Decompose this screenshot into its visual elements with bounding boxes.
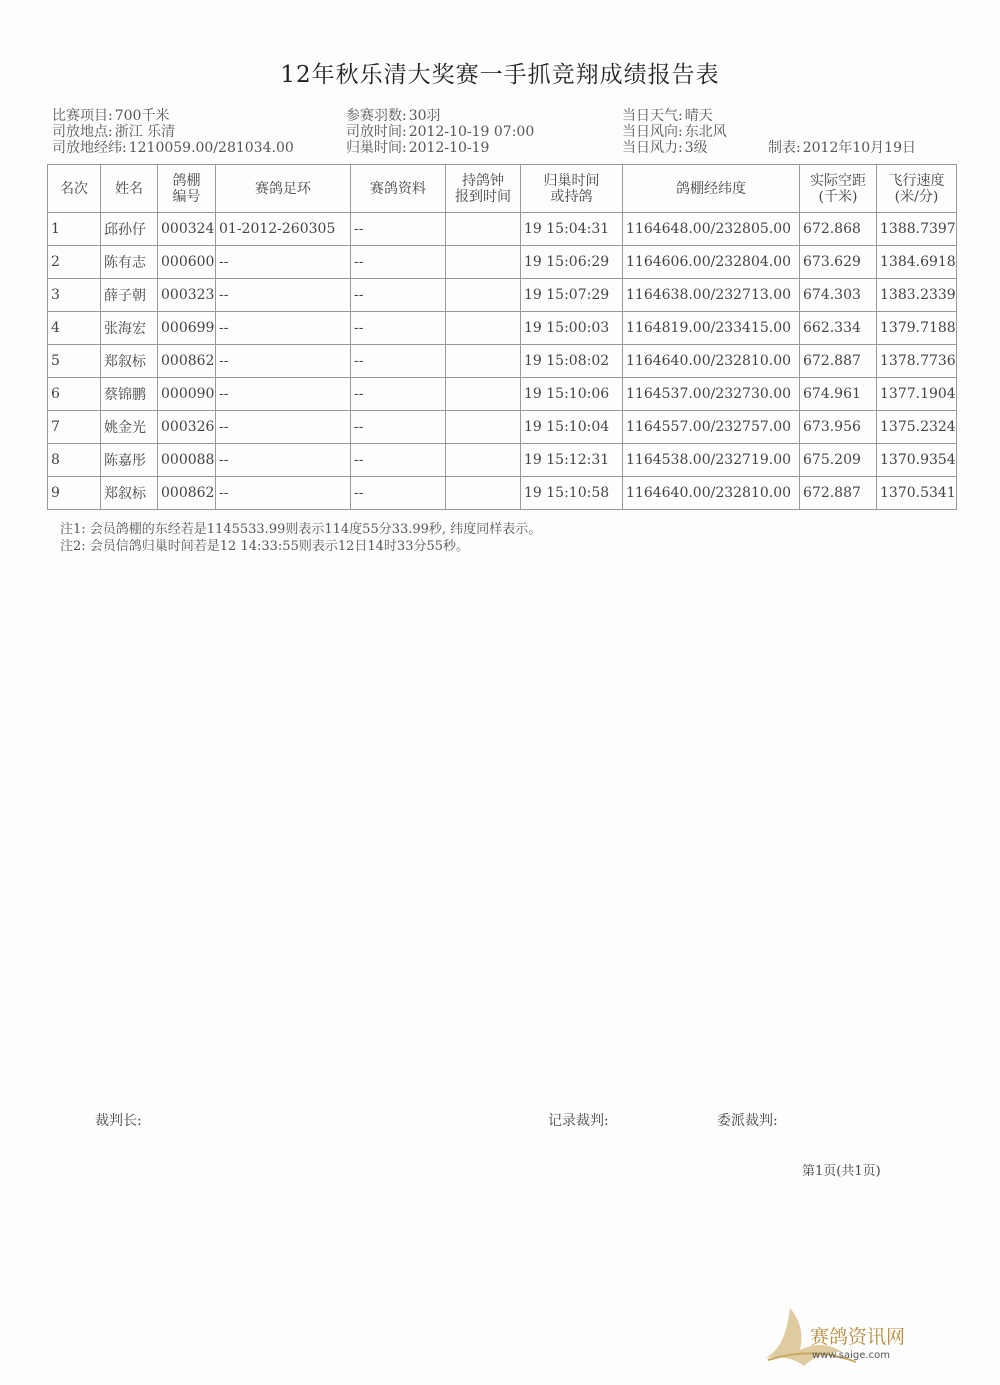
info-release-time-value: 2012-10-19 07:00: [408, 124, 535, 140]
info-return-time-label: 归巢时间:: [346, 140, 407, 156]
cell-loft-coords: 1164537.00/232730.00: [623, 378, 800, 411]
cell-name: 邱孙仔: [101, 213, 158, 246]
cell-loft-coords: 1164606.00/232804.00: [623, 246, 800, 279]
cell-ring: --: [216, 411, 351, 444]
cell-return-time: 19 15:08:02: [521, 345, 623, 378]
cell-return-time: 19 15:10:58: [521, 477, 623, 510]
cell-clock-time: [446, 279, 521, 312]
info-weather-label: 当日天气:: [622, 108, 683, 124]
cell-loft-coords: 1164819.00/233415.00: [623, 312, 800, 345]
info-return-time-value: 2012-10-19: [408, 140, 490, 156]
cell-loft-coords: 1164640.00/232810.00: [623, 345, 800, 378]
cell-speed: 1377.1904: [877, 378, 957, 411]
table-row: [48, 477, 957, 510]
cell-name: 张海宏: [101, 312, 158, 345]
table-row: [48, 411, 957, 444]
watermark-name: 赛鸽资讯网: [810, 1326, 906, 1348]
cell-loft-number: 000323: [158, 279, 216, 312]
info-release-coords-label: 司放地经纬:: [52, 140, 127, 156]
cell-return-time: 19 15:10:04: [521, 411, 623, 444]
signature-assigned-judge: 委派裁判:: [717, 1113, 778, 1129]
cell-pigeon-info: --: [351, 477, 446, 510]
cell-name: 蔡锦鹏: [101, 378, 158, 411]
cell-clock-time: [446, 477, 521, 510]
cell-loft-number: 000862: [158, 345, 216, 378]
cell-name: 姚金光: [101, 411, 158, 444]
cell-loft-number: 000862: [158, 477, 216, 510]
cell-rank: 9: [48, 477, 101, 510]
signature-chief-judge: 裁判长:: [95, 1113, 142, 1129]
cell-distance: 662.334: [800, 312, 877, 345]
cell-pigeon-info: --: [351, 246, 446, 279]
cell-speed: 1370.5341: [877, 477, 957, 510]
cell-return-time: 19 15:12:31: [521, 444, 623, 477]
cell-return-time: 19 15:07:29: [521, 279, 623, 312]
cell-ring: --: [216, 279, 351, 312]
table-row: [48, 246, 957, 279]
cell-rank: 6: [48, 378, 101, 411]
cell-ring: --: [216, 378, 351, 411]
info-release-place-label: 司放地点:: [52, 124, 113, 140]
cell-loft-coords: 1164640.00/232810.00: [623, 477, 800, 510]
header-loft-coords: 鸽棚经纬度: [623, 165, 800, 213]
info-wind-force-label: 当日风力:: [622, 140, 683, 156]
info-wind-force: [622, 140, 708, 156]
table-row: [48, 444, 957, 477]
info-project: [52, 108, 169, 124]
cell-ring: --: [216, 477, 351, 510]
header-ring: 赛鸽足环: [216, 165, 351, 213]
header-name: 姓名: [101, 165, 158, 213]
info-entries-value: 30羽: [408, 108, 441, 124]
page-indicator: 第1页(共1页): [802, 1164, 881, 1179]
cell-pigeon-info: --: [351, 312, 446, 345]
info-release-place: [52, 124, 175, 140]
signature-record-judge: 记录裁判:: [548, 1113, 609, 1129]
info-release-time-label: 司放时间:: [346, 124, 407, 140]
table-row: [48, 312, 957, 345]
cell-distance: 672.887: [800, 477, 877, 510]
info-made-label: 制表:: [768, 140, 801, 156]
info-wind-direction-value: 东北风: [684, 124, 727, 140]
cell-loft-coords: 1164557.00/232757.00: [623, 411, 800, 444]
info-return-time: [346, 140, 489, 156]
cell-loft-coords: 1164538.00/232719.00: [623, 444, 800, 477]
cell-ring: --: [216, 345, 351, 378]
info-release-time: [346, 124, 534, 140]
cell-ring: --: [216, 246, 351, 279]
cell-rank: 3: [48, 279, 101, 312]
table-header-row: [48, 165, 957, 213]
cell-pigeon-info: --: [351, 411, 446, 444]
cell-speed: 1370.9354: [877, 444, 957, 477]
cell-distance: 673.956: [800, 411, 877, 444]
info-release-coords-value: 1210059.00/281034.00: [128, 140, 294, 156]
note-2: 注2: 会员信鸽归巢时间若是12 14:33:55则表示12日14时33分55秒。: [60, 539, 470, 554]
info-release-place-value: 浙江 乐清: [114, 124, 176, 140]
cell-distance: 674.303: [800, 279, 877, 312]
cell-speed: 1383.2339: [877, 279, 957, 312]
cell-clock-time: [446, 378, 521, 411]
cell-distance: 674.961: [800, 378, 877, 411]
cell-clock-time: [446, 312, 521, 345]
cell-clock-time: [446, 345, 521, 378]
header-rank: 名次: [48, 165, 101, 213]
cell-pigeon-info: --: [351, 345, 446, 378]
cell-pigeon-info: --: [351, 444, 446, 477]
cell-loft-number: 000090: [158, 378, 216, 411]
cell-rank: 5: [48, 345, 101, 378]
header-distance: 实际空距 (千米): [800, 165, 877, 213]
info-wind-direction-label: 当日风向:: [622, 124, 683, 140]
cell-ring: 01-2012-260305: [216, 213, 351, 246]
cell-return-time: 19 15:10:06: [521, 378, 623, 411]
header-loft-number: 鸽棚 编号: [158, 165, 216, 213]
cell-return-time: 19 15:04:31: [521, 213, 623, 246]
cell-distance: 672.887: [800, 345, 877, 378]
cell-loft-number: 000326: [158, 411, 216, 444]
cell-rank: 8: [48, 444, 101, 477]
cell-ring: --: [216, 444, 351, 477]
note-1: 注1: 会员鸽棚的东经若是1145533.99则表示114度55分33.99秒, 纬度同样表示。: [60, 522, 542, 537]
info-made-date: [768, 140, 916, 156]
header-return-time: 归巢时间 或持鸽: [521, 165, 623, 213]
table-body: [48, 213, 957, 510]
info-project-value: 700千米: [114, 108, 170, 124]
info-weather: [622, 108, 713, 124]
info-wind-direction: [622, 124, 727, 140]
cell-name: 陈嘉彤: [101, 444, 158, 477]
results-table: [47, 164, 957, 510]
info-weather-value: 晴天: [684, 108, 713, 124]
cell-ring: --: [216, 312, 351, 345]
info-project-label: 比赛项目:: [52, 108, 113, 124]
cell-distance: 675.209: [800, 444, 877, 477]
info-entries: [346, 108, 441, 124]
cell-clock-time: [446, 213, 521, 246]
cell-rank: 4: [48, 312, 101, 345]
cell-rank: 1: [48, 213, 101, 246]
cell-name: 陈有志: [101, 246, 158, 279]
watermark-url: www.saige.com: [812, 1350, 890, 1361]
info-release-coords: [52, 140, 294, 156]
header-speed: 飞行速度 (米/分): [877, 165, 957, 213]
info-made-value: 2012年10月19日: [802, 140, 916, 156]
cell-pigeon-info: --: [351, 213, 446, 246]
cell-speed: 1375.2324: [877, 411, 957, 444]
header-pigeon-info: 赛鸽资料: [351, 165, 446, 213]
cell-clock-time: [446, 411, 521, 444]
header-clock-time: 持鸽钟 报到时间: [446, 165, 521, 213]
cell-speed: 1378.7736: [877, 345, 957, 378]
cell-pigeon-info: --: [351, 279, 446, 312]
info-wind-force-value: 3级: [684, 140, 708, 156]
cell-distance: 672.868: [800, 213, 877, 246]
cell-name: 薛子朝: [101, 279, 158, 312]
cell-clock-time: [446, 444, 521, 477]
cell-loft-number: 000088: [158, 444, 216, 477]
cell-speed: 1384.6918: [877, 246, 957, 279]
cell-name: 郑叙标: [101, 345, 158, 378]
cell-pigeon-info: --: [351, 378, 446, 411]
cell-loft-coords: 1164638.00/232713.00: [623, 279, 800, 312]
cell-return-time: 19 15:06:29: [521, 246, 623, 279]
cell-speed: 1388.7397: [877, 213, 957, 246]
table-row: [48, 279, 957, 312]
report-title: 12年秋乐清大奖赛一手抓竞翔成绩报告表: [280, 62, 720, 88]
info-entries-label: 参赛羽数:: [346, 108, 407, 124]
cell-name: 郑叙标: [101, 477, 158, 510]
table-row: [48, 378, 957, 411]
cell-distance: 673.629: [800, 246, 877, 279]
cell-rank: 7: [48, 411, 101, 444]
cell-clock-time: [446, 246, 521, 279]
table-row: [48, 345, 957, 378]
cell-loft-coords: 1164648.00/232805.00: [623, 213, 800, 246]
cell-loft-number: 000324: [158, 213, 216, 246]
cell-rank: 2: [48, 246, 101, 279]
cell-loft-number: 000600: [158, 246, 216, 279]
cell-speed: 1379.7188: [877, 312, 957, 345]
cell-return-time: 19 15:00:03: [521, 312, 623, 345]
table-row: [48, 213, 957, 246]
cell-loft-number: 000699: [158, 312, 216, 345]
